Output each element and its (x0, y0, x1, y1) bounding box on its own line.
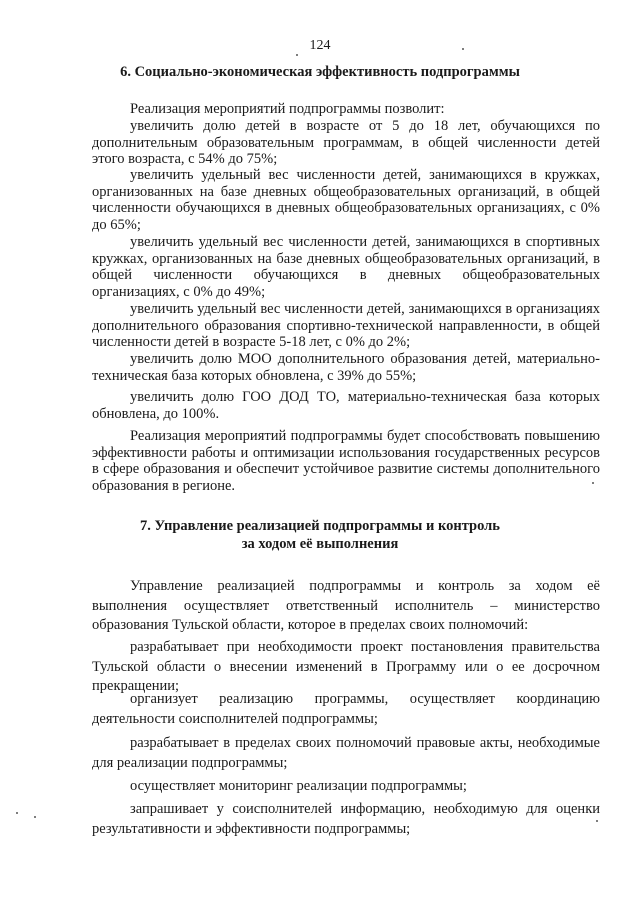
section-6-conclusion: Реализация мероприятий подпрограммы будет способствовать повышению эффективности работы и оптимизации использования государственных ресурсов в сфере образования и обеспечит устойчивое развитие системы дополнительного образования в регионе. (92, 428, 600, 494)
section-6-item: увеличить удельный вес численности детей, занимающихся в кружках, организованных на базе дневных общеобразовательных организаций, в общей численности обучающихся в дневных общеобразовательных организациях, с 0% до 65%; (92, 167, 600, 233)
scan-speck (16, 812, 18, 814)
section-6-item: увеличить удельный вес численности детей, занимающихся в организациях дополнительного образования спортивно-технической направленности, в общей численности детей в возрасте 5-18 лет, с 0% до 2%; (92, 301, 600, 350)
scan-speck (592, 482, 594, 484)
section-7-item: осуществляет мониторинг реализации подпрограммы; (130, 778, 467, 794)
section-6-item: увеличить удельный вес численности детей, занимающихся в спортивных кружках, организованных на базе дневных общеобразовательных организаций, в общей численности обучающихся в дневных общеобразовательных организациях, с 0% до 49%; (92, 234, 600, 300)
section-6-title: 6. Социально-экономическая эффективность подпрограммы (120, 64, 520, 80)
section-7-item: разрабатывает при необходимости проект постановления правительства Тульской области о внесении изменений в Программу или о ее досрочном прекращении; (92, 639, 600, 694)
section-6-item: увеличить долю ГОО ДОД ТО, материально-техническая база которых обновлена, до 100%. (92, 389, 600, 422)
section-7-intro: Управление реализацией подпрограммы и контроль за ходом её выполнения осуществляет ответственный исполнитель – министерство образования Тульской области, которое в пределах своих полномочий: (92, 578, 600, 633)
section-7-item: запрашивает у соисполнителей информацию, необходимую для оценки результативности и эффективности подпрограммы; (92, 801, 600, 837)
section-7-title-line2: за ходом её выполнения (241, 536, 399, 552)
section-6-item: увеличить долю МОО дополнительного образования детей, материально-техническая база которых обновлена, с 39% до 55%; (92, 351, 600, 384)
section-7-title-line1: 7. Управление реализацией подпрограммы и контроль (140, 518, 500, 534)
page-number: 124 (309, 38, 331, 53)
section-7-item: организует реализацию программы, осуществляет координацию деятельности соисполнителей подпрограммы; (92, 691, 600, 727)
scan-speck (462, 48, 464, 50)
section-7-item: разрабатывает в пределах своих полномочий правовые акты, необходимые для реализации подпрограммы; (92, 735, 600, 771)
scan-speck (34, 816, 36, 818)
scan-speck (596, 820, 598, 822)
scan-speck (296, 54, 298, 56)
section-6-item: увеличить долю детей в возрасте от 5 до 18 лет, обучающихся по дополнительным образовательным программам, в общей численности детей этого возраста, с 54% до 75%; (92, 118, 600, 167)
section-6-intro: Реализация мероприятий подпрограммы позволит: (130, 101, 445, 117)
